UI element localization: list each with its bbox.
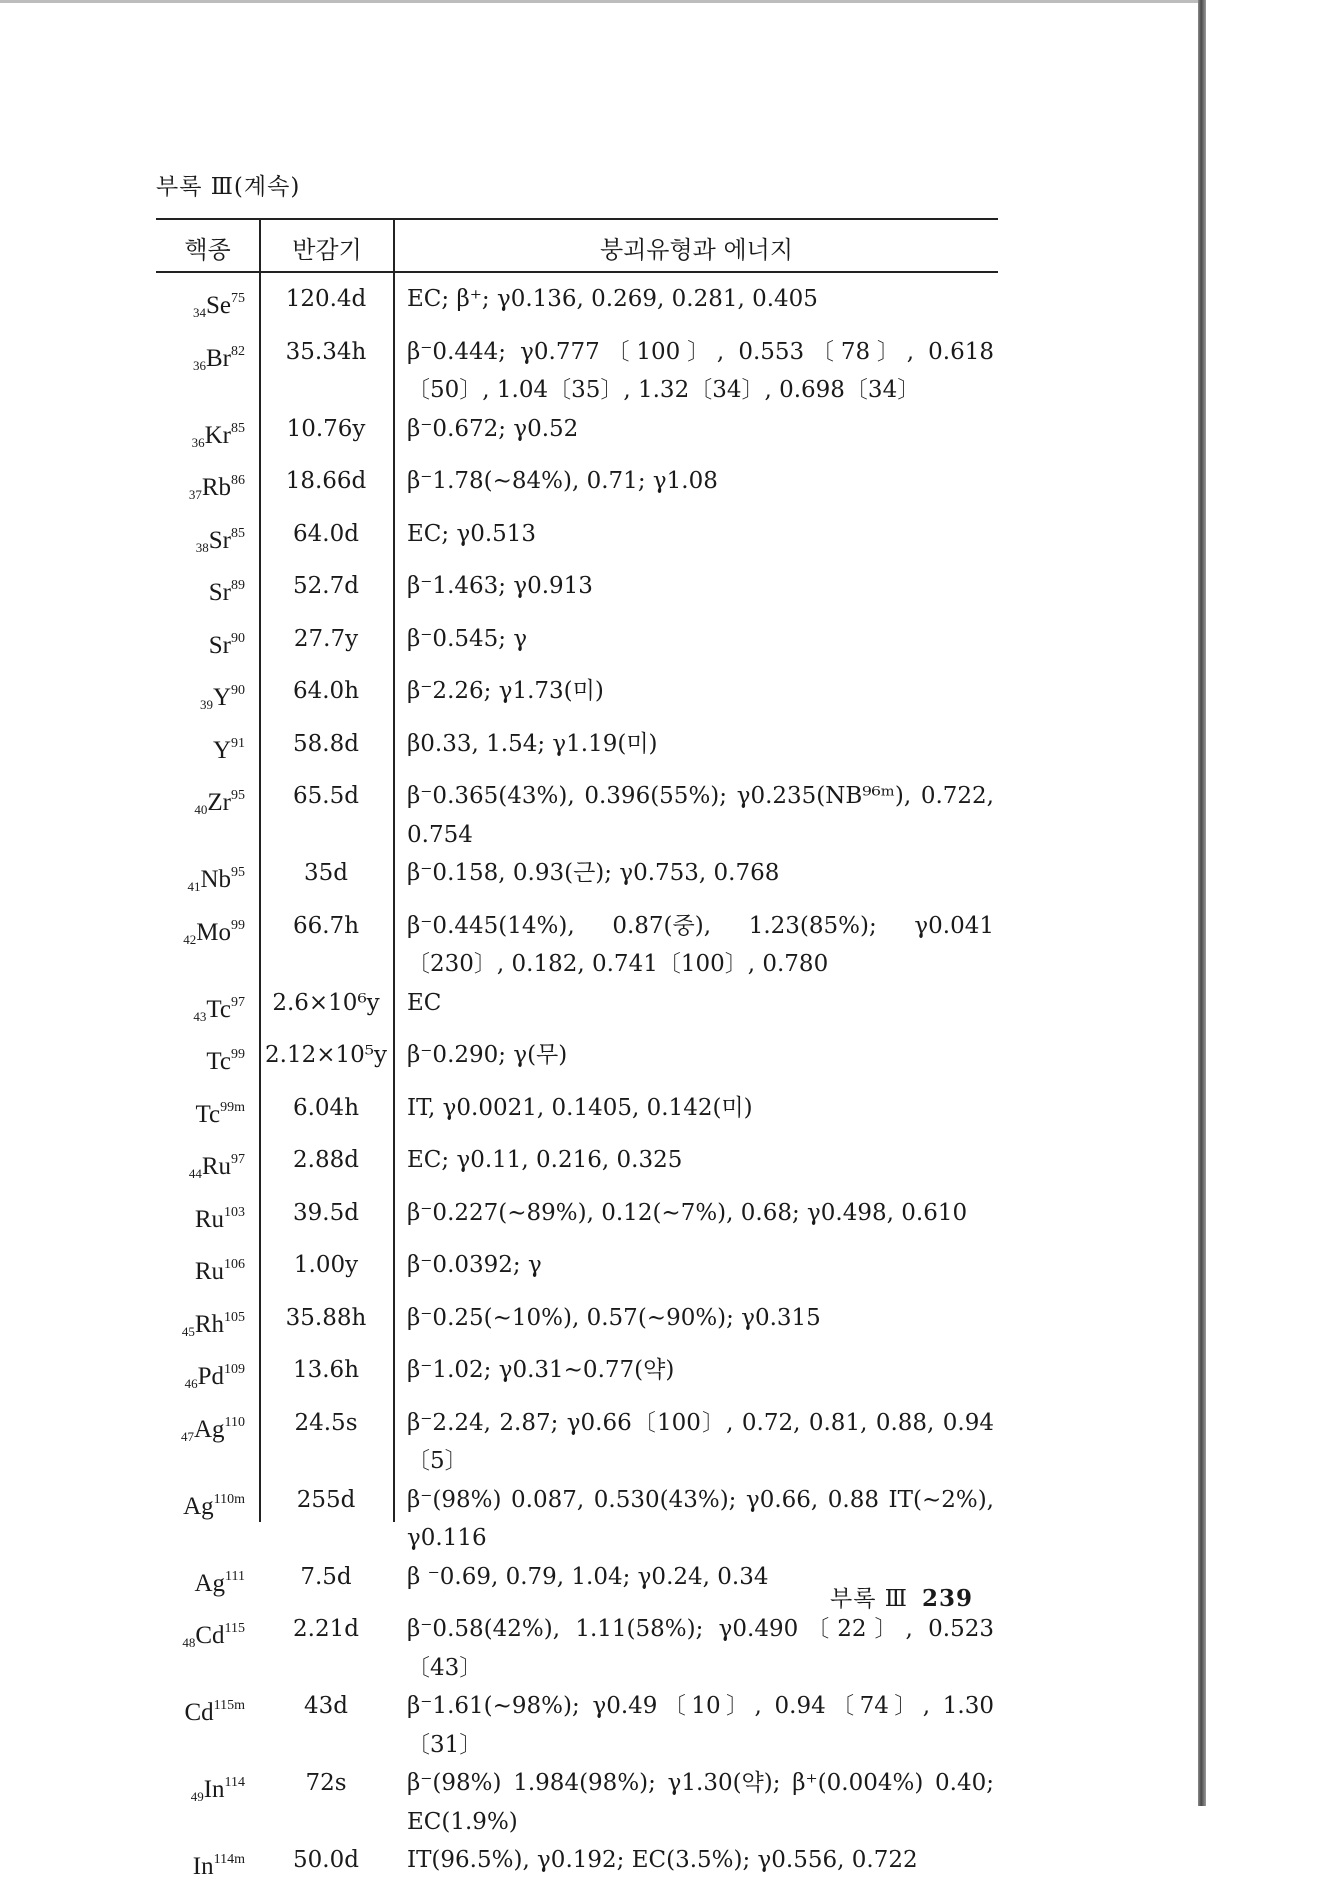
mass-number: 95 — [231, 788, 245, 803]
decay-cell: β⁻(98%) 0.087, 0.530(43%); γ0.66, 0.88 IT(∼2%), γ0.116 — [407, 1486, 994, 1551]
mass-number: 99 — [231, 1047, 245, 1062]
mass-number: 114m — [213, 1852, 245, 1867]
mass-number: 75 — [231, 291, 245, 306]
table-row — [156, 280, 998, 333]
element-symbol: In — [203, 1776, 225, 1803]
element-symbol: Sr — [208, 526, 231, 554]
decay-cell: β ⁻0.69, 0.79, 1.04; γ0.24, 0.34 — [407, 1563, 769, 1590]
decay-cell: β⁻0.290; γ(무) — [407, 1042, 568, 1068]
table-row — [156, 1687, 998, 1764]
decay-cell: EC; γ0.513 — [407, 520, 537, 547]
nuclide-cell — [156, 462, 259, 515]
atomic-number: 46 — [184, 1376, 198, 1391]
decay-cell: β⁻0.672; γ0.52 — [407, 415, 579, 442]
atomic-number: 44 — [188, 1166, 202, 1181]
nuclide-cell — [156, 620, 259, 673]
nuclide-cell — [156, 907, 259, 960]
half-life-cell: 2.6×10⁶y — [272, 989, 380, 1016]
atomic-number: 40 — [194, 802, 208, 817]
mass-number: 89 — [231, 578, 245, 593]
table-body — [156, 280, 998, 1894]
half-life-cell: 50.0d — [293, 1847, 359, 1873]
element-symbol: Cd — [184, 1699, 214, 1726]
element-symbol: Kr — [204, 421, 231, 449]
mass-number: 111 — [225, 1568, 245, 1584]
nuclide-cell — [156, 1764, 259, 1817]
element-symbol: Ru — [194, 1205, 224, 1233]
mass-number: 86 — [231, 473, 245, 488]
element-symbol: Rh — [194, 1310, 224, 1338]
nuclide-cell — [156, 1481, 259, 1534]
decay-cell: β⁻0.445(14%), 0.87(중), 1.23(85%); γ0.041〔230〕, 0.182, 0.741〔100〕, 0.780 — [407, 912, 994, 977]
atomic-number: 43 — [193, 1008, 207, 1024]
mass-number: 115m — [213, 1698, 245, 1713]
mass-number: 82 — [231, 343, 245, 359]
atomic-number: 38 — [195, 539, 209, 555]
element-symbol: Zr — [207, 789, 231, 816]
table-row — [156, 1404, 998, 1481]
decay-cell: β⁻2.26; γ1.73(미) — [407, 678, 604, 704]
table-row — [156, 1841, 998, 1894]
page-footer — [830, 1580, 973, 1613]
decay-cell: β0.33, 1.54; γ1.19(미) — [407, 730, 658, 757]
half-life-cell: 72s — [305, 1770, 347, 1796]
nuclide-cell — [156, 1558, 259, 1611]
mass-number: 85 — [231, 420, 245, 436]
element-symbol: Cd — [195, 1622, 225, 1649]
element-symbol: Tc — [206, 1048, 231, 1075]
half-life-cell: 13.6h — [292, 1357, 360, 1383]
table-row — [156, 1764, 998, 1841]
decay-cell: β⁻2.24, 2.87; γ0.66〔100〕, 0.72, 0.81, 0.88, 0.94〔5〕 — [407, 1409, 994, 1474]
half-life-cell: 39.5d — [293, 1199, 359, 1226]
mass-number: 110 — [224, 1414, 245, 1430]
nuclide-cell — [156, 280, 259, 333]
atomic-number: 36 — [191, 434, 205, 450]
half-life-cell: 120.4d — [285, 286, 367, 312]
mass-number: 105 — [224, 1309, 245, 1325]
table-row — [156, 1089, 998, 1142]
nuclide-cell — [156, 777, 259, 830]
decay-cell: β⁻1.463; γ0.913 — [407, 573, 593, 599]
table-row — [156, 1141, 998, 1194]
decay-cell: β⁻0.444; γ0.777〔100〕, 0.553〔78〕, 0.618〔50〕, 1.04〔35〕, 1.32〔34〕, 0.698〔34〕 — [407, 338, 994, 403]
half-life-cell: 1.00y — [293, 1252, 359, 1278]
half-life-cell: 65.5d — [293, 783, 359, 809]
nuclide-cell — [156, 1299, 259, 1352]
atomic-number: 48 — [182, 1635, 196, 1650]
mass-number: 91 — [231, 735, 245, 751]
table-row — [156, 333, 998, 410]
decay-cell: β⁻0.227(∼89%), 0.12(∼7%), 0.68; γ0.498, 0.610 — [407, 1199, 968, 1226]
half-life-cell: 2.21d — [293, 1616, 359, 1642]
half-life-cell: 255d — [296, 1486, 356, 1513]
mass-number: 99 — [231, 917, 245, 933]
footer-label: 부록 Ⅲ — [830, 1586, 908, 1612]
nuclide-cell — [156, 984, 259, 1037]
table-row — [156, 515, 998, 568]
half-life-cell: 64.0h — [292, 678, 360, 704]
atomic-number: 41 — [187, 879, 201, 894]
element-symbol: Y — [212, 736, 231, 764]
atomic-number: 49 — [190, 1789, 204, 1804]
table-row — [156, 1036, 998, 1089]
element-symbol: Ru — [194, 1258, 224, 1285]
element-symbol: Sr — [208, 631, 231, 659]
nuclide-cell — [156, 567, 259, 620]
element-symbol: Ag — [183, 1492, 214, 1520]
half-life-cell: 64.0d — [293, 520, 359, 547]
element-symbol: Se — [206, 292, 231, 319]
atomic-number: 47 — [180, 1428, 194, 1444]
nuclide-cell — [156, 1246, 259, 1299]
nuclide-cell — [156, 854, 259, 907]
half-life-cell: 43d — [304, 1693, 348, 1719]
half-life-cell: 27.7y — [293, 625, 359, 652]
nuclide-cell — [156, 1036, 259, 1089]
half-life-cell: 2.88d — [293, 1147, 359, 1173]
half-life-cell: 6.04h — [292, 1094, 360, 1121]
atomic-number: 42 — [183, 931, 197, 947]
table-top-rule — [156, 218, 998, 220]
table-row — [156, 907, 998, 984]
element-symbol: Ru — [201, 1153, 231, 1180]
element-symbol: Nb — [200, 866, 231, 893]
page-number: 239 — [921, 1585, 973, 1612]
nuclide-cell — [156, 1841, 259, 1894]
table-row — [156, 984, 998, 1037]
decay-cell: EC; β⁺; γ0.136, 0.269, 0.281, 0.405 — [407, 286, 818, 312]
decay-cell: β⁻0.158, 0.93(근); γ0.753, 0.768 — [407, 860, 780, 886]
table-row — [156, 777, 998, 854]
nuclide-cell — [156, 1351, 259, 1404]
decay-cell: β⁻0.365(43%), 0.396(55%); γ0.235(NB⁹⁶ᵐ), 0.722, 0.754 — [407, 783, 994, 848]
element-symbol: Mo — [196, 918, 231, 946]
table-row — [156, 1246, 998, 1299]
decay-cell: β⁻1.78(∼84%), 0.71; γ1.08 — [407, 468, 718, 494]
decay-cell: β⁻(98%) 1.984(98%); γ1.30(약); β⁺(0.004%) 0.40; EC(1.9%) — [407, 1770, 994, 1835]
nuclide-cell — [156, 725, 259, 778]
element-symbol: Tc — [195, 1100, 221, 1128]
element-symbol: Rb — [201, 474, 231, 501]
half-life-cell: 2.12×10⁵y — [265, 1042, 387, 1068]
table-row — [156, 1610, 998, 1687]
mass-number: 95 — [231, 865, 245, 880]
mass-number: 115 — [224, 1621, 245, 1636]
atomic-number: 36 — [193, 357, 206, 373]
element-symbol: Sr — [208, 579, 231, 606]
mass-number: 106 — [224, 1257, 245, 1272]
element-symbol: Ag — [194, 1569, 226, 1597]
decay-cell: IT(96.5%), γ0.192; EC(3.5%); γ0.556, 0.722 — [407, 1847, 918, 1873]
table-header-rule — [156, 271, 998, 273]
table-row — [156, 620, 998, 673]
half-life-cell: 58.8d — [293, 730, 359, 757]
atomic-number: 45 — [181, 1323, 195, 1339]
decay-cell: EC — [407, 989, 442, 1016]
decay-cell: β⁻0.545; γ — [407, 625, 528, 652]
mass-number: 97 — [231, 994, 245, 1010]
element-symbol: Br — [206, 344, 231, 372]
half-life-cell: 35.34h — [285, 338, 367, 365]
table-row — [156, 462, 998, 515]
half-life-cell: 10.76y — [286, 415, 366, 442]
decay-cell: IT, γ0.0021, 0.1405, 0.142(미) — [407, 1094, 753, 1121]
mass-number: 109 — [224, 1362, 245, 1377]
page-top-edge — [0, 0, 1200, 3]
half-life-cell: 35.88h — [285, 1304, 367, 1331]
half-life-cell: 7.5d — [300, 1563, 352, 1590]
mass-number: 114 — [224, 1775, 245, 1790]
element-symbol: In — [192, 1853, 214, 1880]
nuclide-cell — [156, 672, 259, 725]
element-symbol: Y — [212, 684, 231, 711]
decay-cell: β⁻1.61(∼98%); γ0.49〔10〕, 0.94〔74〕, 1.30〔31〕 — [407, 1693, 994, 1758]
table-row — [156, 1299, 998, 1352]
page-margin — [1206, 0, 1330, 1806]
decay-cell: β⁻0.0392; γ — [407, 1252, 542, 1278]
mass-number: 90 — [231, 630, 245, 646]
atomic-number: 34 — [193, 305, 206, 320]
column-header-decay: 붕괴유형과 에너지 — [599, 236, 794, 264]
element-symbol: Pd — [197, 1363, 224, 1390]
decay-cell: β⁻1.02; γ0.31∼0.77(약) — [407, 1357, 675, 1383]
half-life-cell: 35d — [304, 860, 348, 886]
nuclide-cell — [156, 1089, 259, 1142]
column-header-half-life: 반감기 — [292, 236, 362, 264]
table-row — [156, 672, 998, 725]
nuclide-cell — [156, 1610, 259, 1663]
mass-number: 103 — [224, 1204, 245, 1220]
table-row — [156, 854, 998, 907]
nuclide-cell — [156, 515, 259, 568]
half-life-cell: 66.7h — [292, 912, 360, 939]
page-header: 부록 Ⅲ(계속) — [156, 174, 301, 200]
element-symbol: Tc — [206, 995, 231, 1023]
half-life-cell: 18.66d — [285, 468, 367, 494]
mass-number: 85 — [231, 525, 245, 541]
table-row — [156, 1194, 998, 1247]
atomic-number: 37 — [188, 487, 202, 502]
page-spine-shadow — [1198, 0, 1206, 1806]
table-row — [156, 567, 998, 620]
nuclide-cell — [156, 333, 259, 386]
mass-number: 99m — [220, 1099, 245, 1115]
mass-number: 110m — [213, 1491, 245, 1507]
nuclide-cell — [156, 1194, 259, 1247]
decay-cell: EC; γ0.11, 0.216, 0.325 — [407, 1147, 683, 1173]
table-row — [156, 725, 998, 778]
table-row — [156, 410, 998, 463]
table-row — [156, 1351, 998, 1404]
nuclide-cell — [156, 410, 259, 463]
mass-number: 90 — [231, 683, 245, 698]
nuclide-cell — [156, 1141, 259, 1194]
nuclide-cell — [156, 1404, 259, 1457]
table-row — [156, 1481, 998, 1558]
half-life-cell: 52.7d — [293, 573, 359, 599]
column-header-nuclide: 핵종 — [184, 236, 231, 264]
mass-number: 97 — [231, 1152, 245, 1167]
element-symbol: Ag — [193, 1415, 225, 1443]
half-life-cell: 24.5s — [294, 1409, 358, 1436]
nuclide-cell — [156, 1687, 259, 1740]
decay-cell: β⁻0.58(42%), 1.11(58%); γ0.490〔22〕, 0.523〔43〕 — [407, 1616, 994, 1681]
decay-cell: β⁻0.25(∼10%), 0.57(∼90%); γ0.315 — [407, 1304, 821, 1331]
atomic-number: 39 — [199, 697, 213, 712]
